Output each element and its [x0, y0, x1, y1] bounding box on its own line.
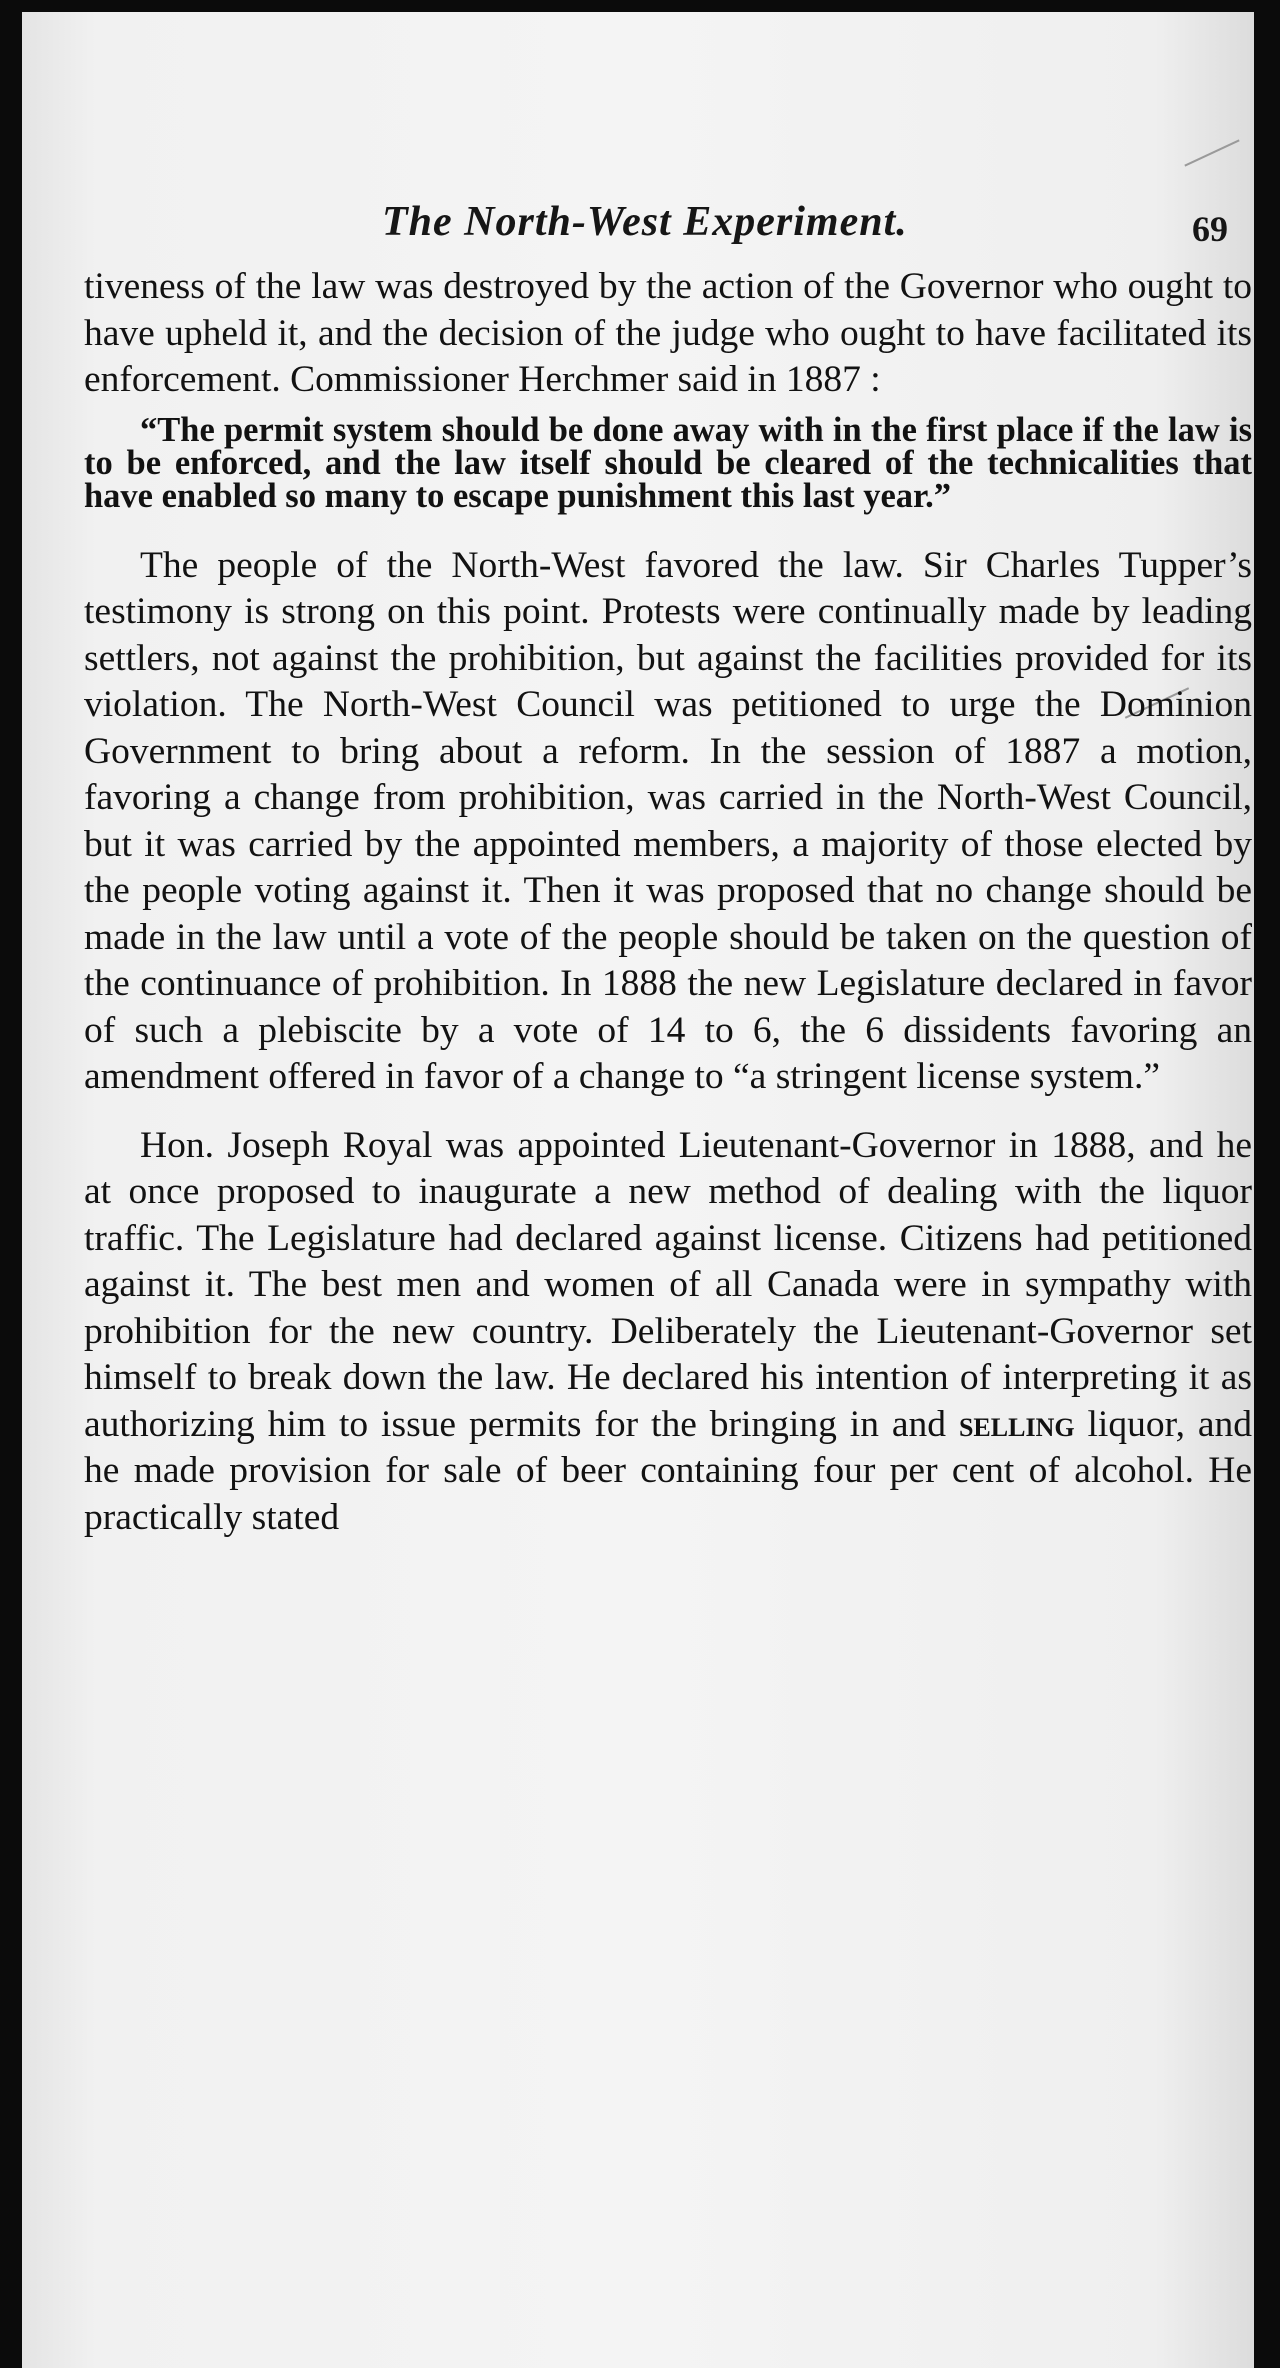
small-caps-word: selling [958, 1403, 1075, 1445]
page-number: 69 [1192, 209, 1228, 249]
paragraph-text: liquor, and he made provision for sale of beer containing four per cent of alcohol. He practically stated [84, 1403, 1253, 1538]
paragraph-text: Hon. Joseph Royal was appointed Lieutenant-Governor in 1888, and he at once proposed to inaugurate a new method of dealing with the liquor traffic. The Legislature had declared against license. Citizens had petitioned against it. The best men and women of all Canada were in sympathy with prohibition for the new country. Deliberately the Lieutenant-Governor set himself to break down the law. He declared his intention of interpreting it as authorizing him to issue permits for the bringing in and [84, 1124, 1252, 1445]
body-text [84, 264, 1252, 1541]
running-title: The North-West Experiment. [382, 199, 908, 245]
book-page [22, 12, 1254, 2368]
page-header [22, 190, 1254, 260]
paragraph: The people of the North-West favored the law. Sir Charles Tupper’s testimony is strong on this point. Protests were continually made by leading settlers, not against the prohibition, but against the facilities provided for its violation. The North-West Council was petitioned to urge the Dominion Government to bring about a reform. In the session of 1887 a motion, favoring a change from prohibition, was carried in the North-West Council, but it was carried by the appointed members, a majority of those elected by the people voting against it. Then it was proposed that no change should be made in the law until a vote of the people should be taken on the question of the continuance of prohibition. In 1888 the new Legislature declared in favor of such a plebiscite by a vote of 14 to 6, the 6 dissidents favoring an amendment offered in favor of a change to “a stringent license system.” [84, 544, 1252, 1097]
paragraph-gap [84, 521, 1252, 543]
paragraph-gap [84, 1101, 1252, 1123]
paragraph-continuation: tiveness of the law was destroyed by the action of the Governor who ought to have upheld it, and the decision of the judge who ought to have facilitated its enforcement. Commissioner Herchmer said in 1887 : [84, 266, 1252, 400]
paragraph [84, 1123, 1252, 1542]
block-quote: “The permit system should be done away with in the first place if the law is to be enforced, and the law itself should be cleared of the technicalities that have enabled so many to escape punishment this last year.” [84, 410, 1252, 515]
pencil-mark [1184, 139, 1239, 166]
